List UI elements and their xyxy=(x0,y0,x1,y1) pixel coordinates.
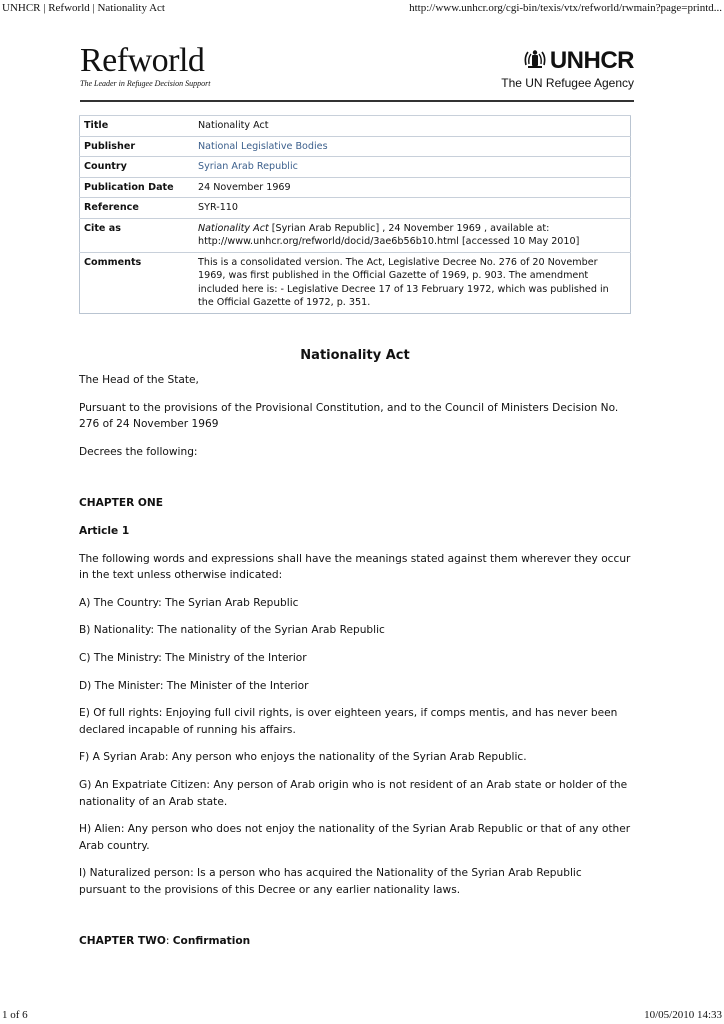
refworld-logo-text: Refworld xyxy=(80,42,205,79)
table-row xyxy=(80,218,631,252)
paragraph: Decrees the following: xyxy=(79,445,198,458)
publication-date-value: 24 November 1969 xyxy=(194,177,631,198)
paragraph: The following words and expressions shall have the meanings stated against them wherever they occur in the text unless otherwise indicated: xyxy=(79,552,631,582)
reference-label: Reference xyxy=(80,198,195,219)
print-timestamp: 10/05/2010 14:33 xyxy=(644,1009,722,1021)
chapter-two-separator: : xyxy=(165,935,173,948)
definition-item: H) Alien: Any person who does not enjoy the nationality of the Syrian Arab Republic or that of any other Arab country. xyxy=(79,823,631,852)
cite-title: Nationality Act xyxy=(198,222,269,234)
print-header xyxy=(0,2,724,16)
brand-bar xyxy=(80,44,634,102)
unhcr-subtitle: The UN Refugee Agency xyxy=(501,76,634,90)
publisher-label: Publisher xyxy=(80,136,195,157)
chapter-heading: CHAPTER ONE xyxy=(79,497,164,510)
unhcr-logo[interactable] xyxy=(501,47,634,90)
paragraph: The Head of the State, xyxy=(79,374,199,386)
definition-item: E) Of full rights: Enjoying full civil rights, is over eighteen years, if comps mentis, and has never been declared incapable of running his affairs. xyxy=(79,707,618,736)
document-title: Nationality Act xyxy=(300,348,410,363)
print-header-title: UNHCR | Refworld | Nationality Act xyxy=(2,2,165,14)
article-heading: Article 1 xyxy=(79,524,130,537)
print-header-url: http://www.unhcr.org/cgi-bin/texis/vtx/refworld/rwmain?page=printd... xyxy=(409,2,722,14)
table-row xyxy=(80,157,631,178)
refworld-tagline: The Leader in Refugee Decision Support xyxy=(80,79,211,88)
definition-item: I) Naturalized person: Is a person who has acquired the Nationality of the Syrian Arab Republic pursuant to the provisions of this Decree or any earlier nationality laws. xyxy=(79,867,582,896)
unhcr-logo-text: UNHCR xyxy=(549,47,634,74)
cite-label: Cite as xyxy=(80,218,195,252)
chapter-two-label: CHAPTER TWO xyxy=(79,935,166,948)
title-value: Nationality Act xyxy=(194,116,631,137)
definition-item: B) Nationality: The nationality of the Syrian Arab Republic xyxy=(79,624,385,637)
title-label: Title xyxy=(80,116,195,137)
page-number: 1 of 6 xyxy=(2,1009,28,1021)
publisher-link[interactable]: National Legislative Bodies xyxy=(198,140,328,152)
document-body xyxy=(79,345,631,961)
comments-label: Comments xyxy=(80,252,195,313)
table-row xyxy=(80,177,631,198)
chapter-heading xyxy=(79,933,631,950)
definition-item: F) A Syrian Arab: Any person who enjoys the nationality of the Syrian Arab Republic. xyxy=(79,751,527,764)
table-row xyxy=(80,136,631,157)
country-link[interactable]: Syrian Arab Republic xyxy=(198,161,298,172)
comments-value: This is a consolidated version. The Act, Legislative Decree No. 276 of 20 November 1969, was first published in the Official Gazette of 1969, p. 903. The amendment included here is: - Legislative Decree 17 of 13 February 1972, which was published in the Official Gazette of 1972, p. 351. xyxy=(194,252,631,313)
cite-value xyxy=(194,218,631,252)
table-row xyxy=(80,252,631,313)
print-footer xyxy=(0,1009,724,1023)
definition-item: D) The Minister: The Minister of the Interior xyxy=(79,679,309,692)
definition-item: A) The Country: The Syrian Arab Republic xyxy=(79,596,299,609)
unhcr-emblem-icon xyxy=(522,47,548,75)
chapter-two-title: Confirmation xyxy=(172,935,251,948)
table-row xyxy=(80,198,631,219)
paragraph: Pursuant to the provisions of the Provisional Constitution, and to the Council of Ministers Decision No. 276 of 24 November 1969 xyxy=(79,401,619,431)
definition-item: G) An Expatriate Citizen: Any person of Arab origin who is not resident of an Arab state or holder of the nationality of an Arab state. xyxy=(79,778,628,808)
table-row xyxy=(80,116,631,137)
definition-item: C) The Ministry: The Ministry of the Interior xyxy=(79,651,307,664)
metadata-table xyxy=(79,115,631,314)
reference-value: SYR-110 xyxy=(194,198,631,219)
cite-rest: [Syrian Arab Republic] , 24 November 1969 , available at: http://www.unhcr.org/refworld/docid/3ae6b56b10.html [accessed 10 May 2010] xyxy=(198,222,580,247)
country-label: Country xyxy=(80,157,195,178)
publication-date-label: Publication Date xyxy=(80,177,195,198)
refworld-logo[interactable] xyxy=(80,44,210,88)
